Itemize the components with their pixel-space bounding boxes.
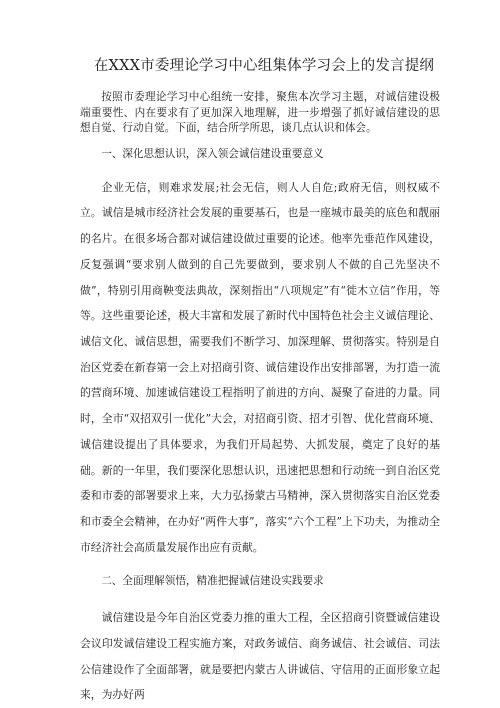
section-2-body: 诚信建设是今年自治区党委力推的重大工程，全区招商引资暨诚信建设会议印发诚信建设工程实施方案，对政务诚信、商务诚信、社会诚信、司法公信建设作了全面部署，就是要把内蒙古人讲诚信、守信用的正面形象立起来，为办好两 [80, 611, 440, 702]
section-1-body: 企业无信，则难求发展;社会无信，则人人自危;政府无信，则权威不立。诚信是城市经济社会发展的重要基石，也是一座城市最美的底色和靓丽的名片。在很多场合都对诚信建设做过重要的论述。他率先垂范作风建设，反复强调“要求别人做到的自己先要做到，要求别人不做的自己先坚决不做”，特别引用商鞅变法典故，深刻指出“八项规定”有“徙木立信”作用，等等。这些重要论述，极大丰富和发展了新时代中国特色社会主义诚信理论、诚信文化、诚信思想，需要我们不断学习、加深理解、贯彻落实。特别是自治区党委在新春第一会上对招商引资、诚信建设作出安排部署，为打造一流的营商环境、加速诚信建设工程指明了前进的方向、凝聚了奋进的力量。同时，全市“双招双引一优化”大会，对招商引资、招才引智、优化营商环境、诚信建设提出了具体要求，为我们开局起势、大抓发展，奠定了良好的基础。新的一年里，我们要深化思想认识，迅速把思想和行动统一到自治区党委和市委的部署要求上来，大力弘扬蒙古马精神，深入贯彻落实自治区党委和市委全会精神，在办好“两件大事”，落实“六个工程”上下功夫，为推动全市经济社会高质量发展作出应有贡献。 [80, 180, 440, 554]
document-title: 在XXX市委理论学习中心组集体学习会上的发言提纲 [93, 58, 435, 74]
section-2-heading: 二、全面理解领悟，精准把握诚信建设实践要求 [101, 575, 324, 588]
intro-paragraph: 按照市委理论学习中心组统一安排，聚焦本次学习主题，对诚信建设极端重要性、内在要求有了更加深入地理解，进一步增强了抓好诚信建设的思想自觉、行动自觉。下面，结合所学所思，谈几点认识和体会。 [80, 91, 440, 135]
section-1-heading: 一、深化思想认识，深入领会诚信建设重要意义 [101, 147, 324, 160]
